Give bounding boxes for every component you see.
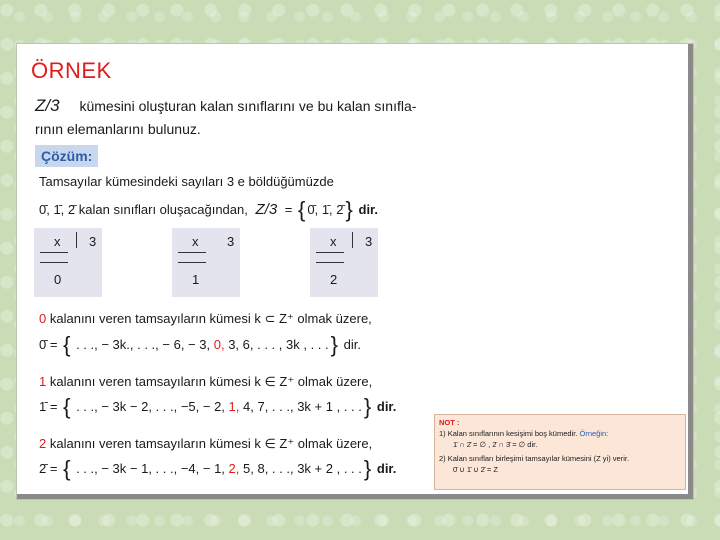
division-remainder: 2 xyxy=(330,272,338,287)
intro-end: dir. xyxy=(358,202,379,217)
note-item-2-example: 0̄ ∪ 1̄ ∪ 2̄ = Z xyxy=(453,465,498,474)
class-2-seq-b: 5, 8, . . ., 3k + 2 , . . . xyxy=(243,461,362,476)
class-2-seq-red: 2, xyxy=(228,461,240,476)
class-1-heading-text: kalanını veren tamsayıların kümesi k ∈ Z⁺ olmak üzere, xyxy=(49,374,373,389)
class-1-eq: = xyxy=(49,399,58,414)
division-underline xyxy=(316,262,344,263)
note-item-1-example: 1̄ ∩ 2̄ = ∅ , 2̄ ∩ 3̄ = ∅ dir. xyxy=(453,440,538,449)
class-0-symbol: 0̄ xyxy=(39,337,47,352)
note-item-1 xyxy=(439,428,681,439)
division-dash xyxy=(178,252,206,253)
slide-frame xyxy=(17,44,693,499)
division-box-0 xyxy=(34,228,102,297)
class-0-eq: = xyxy=(49,337,58,352)
division-x: x xyxy=(330,234,337,249)
division-divisor: 3 xyxy=(365,234,373,249)
division-dash xyxy=(40,252,68,253)
division-divisor: 3 xyxy=(227,234,235,249)
solution-intro-1: Tamsayılar kümesindeki sayıları 3 e böldüğümüzde xyxy=(39,174,334,189)
zmod-symbol: Z/3 xyxy=(35,96,60,115)
division-x: x xyxy=(54,234,61,249)
class-0-seq-b: 3, 6, . . . , 3k , . . . xyxy=(228,337,329,352)
class-2-eq: = xyxy=(49,461,58,476)
solution-intro-2 xyxy=(39,197,378,223)
division-box-1 xyxy=(172,228,240,297)
class-0-heading xyxy=(39,311,372,327)
class-1-seq-a: . . ., − 3k − 2, . . ., −5, − 2, xyxy=(76,399,225,414)
class-2-num: 2 xyxy=(39,436,47,451)
division-divisor: 3 xyxy=(89,234,97,249)
question-line-1 xyxy=(35,96,416,116)
brace-open: { xyxy=(63,456,71,481)
solution-label: Çözüm: xyxy=(35,145,98,167)
brace-close: } xyxy=(345,197,353,222)
class-2-heading xyxy=(39,436,372,452)
division-box-2 xyxy=(310,228,378,297)
intro-zmod: Z/3 xyxy=(255,201,278,218)
class-2-heading-text: kalanını veren tamsayıların kümesi k ∈ Z⁺ olmak üzere, xyxy=(49,436,373,451)
class-1-seq-red: 1, xyxy=(228,399,240,414)
class-0-end: dir. xyxy=(343,337,361,352)
note-item-1-text: 1) Kalan sınıflarının kesişimi boş kümedir. xyxy=(439,429,578,438)
class-2-end: dir. xyxy=(376,461,397,476)
note-item-2: 2) Kalan sınıfları birleşimi tamsayılar kümesini (Z yi) verir. xyxy=(439,454,630,463)
brace-close: } xyxy=(330,332,338,357)
note-title: NOT : xyxy=(439,418,460,427)
note-box xyxy=(434,414,686,490)
question-line-2: rının elemanlarını bulunuz. xyxy=(35,121,201,137)
class-1-set xyxy=(39,394,396,420)
division-underline xyxy=(40,262,68,263)
division-x: x xyxy=(192,234,199,249)
class-0-seq-red: 0, xyxy=(213,337,225,352)
brace-close: } xyxy=(363,394,372,419)
division-dash xyxy=(316,252,344,253)
intro-classes-text: 0̄, 1̄, 2̄ kalan sınıfları oluşacağından, xyxy=(39,202,248,217)
slide-title: ÖRNEK xyxy=(31,58,112,83)
division-remainder: 0 xyxy=(54,272,62,287)
brace-open: { xyxy=(63,394,71,419)
division-remainder: 1 xyxy=(192,272,200,287)
brace-open: { xyxy=(63,332,71,357)
class-2-symbol: 2̄ xyxy=(39,461,47,476)
class-2-seq-a: . . ., − 3k − 1, . . ., −4, − 1, xyxy=(76,461,225,476)
class-1-num: 1 xyxy=(39,374,47,389)
class-2-set xyxy=(39,456,396,482)
intro-eq: = xyxy=(284,202,293,217)
class-0-num: 0 xyxy=(39,311,47,326)
brace-close: } xyxy=(363,456,372,481)
note-item-1-ex-label: Örneğin: xyxy=(579,429,609,438)
class-0-set xyxy=(39,332,361,358)
class-1-heading xyxy=(39,374,372,390)
class-1-symbol: 1̄ xyxy=(39,399,47,414)
division-underline xyxy=(178,262,206,263)
question-text-1: kümesini oluşturan kalan sınıflarını ve bu kalan sınıfla- xyxy=(79,98,417,114)
class-0-seq-a: . . ., − 3k., . . ., − 6, − 3, xyxy=(76,337,211,352)
division-bar xyxy=(76,232,77,248)
intro-set: 0̄, 1̄, 2̄ xyxy=(307,202,344,217)
class-1-seq-b: 4, 7, . . ., 3k + 1 , . . . xyxy=(243,399,362,414)
class-0-heading-text: kalanını veren tamsayıların kümesi k ⊂ Z⁺ olmak üzere, xyxy=(49,311,372,326)
division-bar xyxy=(352,232,353,248)
class-1-end: dir. xyxy=(376,399,397,414)
brace-open: { xyxy=(298,197,306,222)
